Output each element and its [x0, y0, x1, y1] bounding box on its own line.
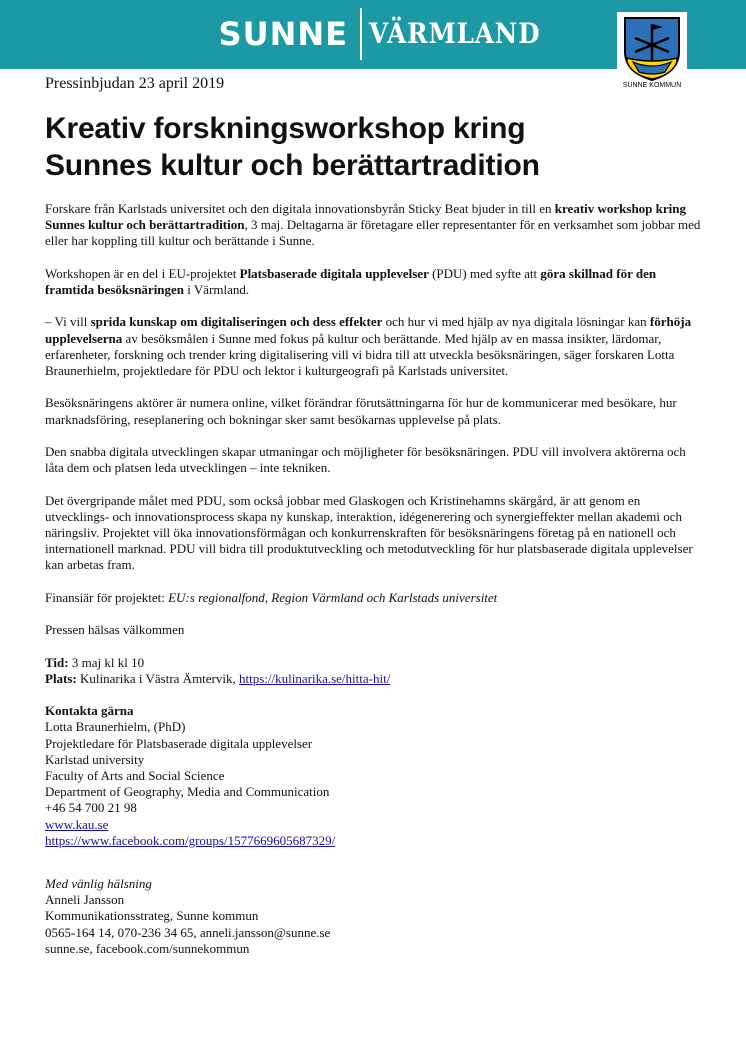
signature-block: [45, 876, 705, 957]
event-details: [45, 655, 705, 687]
paragraph-project: [45, 266, 705, 298]
financier-value: EU:s regionalfond, Region Värmland och Karlstads universitet: [168, 589, 498, 605]
time-label: Tid:: [45, 654, 69, 670]
bold-text: göra skillnad för den framtida besöksnäringen: [45, 265, 657, 297]
bold-text: förhöja upplevelserna: [45, 314, 692, 346]
place-label: Plats:: [45, 670, 77, 686]
contact-line: Department of Geography, Media and Communication: [45, 784, 330, 800]
brand-divider: [360, 8, 362, 60]
title-line-2: Sunnes kultur och berättartradition: [45, 149, 540, 182]
text: (PDU) med syfte att: [428, 265, 541, 281]
bold-text: Platsbaserade digitala upplevelser: [239, 265, 429, 281]
contact-heading: Kontakta gärna: [45, 703, 134, 719]
text: i Värmland.: [184, 282, 250, 297]
bold-text: sprida kunskap om digitaliseringen och dess effekter: [90, 314, 383, 330]
brand-varmland: VÄRMLAND: [369, 17, 541, 50]
welcome-line: Pressen hälsas välkommen: [45, 622, 185, 638]
logo-caption: SUNNE KOMMUN: [622, 82, 682, 89]
contact-line: +46 54 700 21 98: [45, 800, 137, 816]
financier-label: Finansiär för projektet:: [45, 589, 169, 605]
text: Workshopen är en del i EU-projektet: [45, 265, 240, 281]
place-value: Kulinarika i Västra Ämtervik,: [76, 670, 240, 686]
spacer: [45, 849, 705, 876]
text: och hur vi med hjälp av nya digitala lösningar kan: [382, 314, 650, 330]
dateline: Pressinbjudan 23 april 2019: [45, 75, 225, 92]
bold-text: kreativ workshop kring Sunnes kultur och berättartradition: [45, 201, 687, 233]
financier-line: [45, 590, 705, 606]
title-line-1: Kreativ forskningsworkshop kring: [45, 112, 526, 145]
sender-line: Anneli Jansson: [45, 892, 125, 908]
press-release: [45, 74, 705, 957]
regards: Med vänlig hälsning: [45, 875, 152, 891]
contact-line: Faculty of Arts and Social Science: [45, 767, 225, 783]
contact-block: [45, 703, 705, 849]
contact-line: Projektledare för Platsbaserade digitala upplevelser: [45, 735, 313, 751]
facebook-group-link[interactable]: https://www.facebook.com/groups/1577669605687329/: [45, 832, 336, 848]
brand-sunne: SUNNE: [218, 15, 348, 53]
paragraph-goal: Det övergripande målet med PDU, som också jobbar med Glaskogen och Kristinehamns skärgård, är att genom en utvecklings- och innovationsprocess skapa ny kunskap, interaktion, idégenerering och synergieffekter mellan akademi och näringsliv. Projektet vill öka innovationsförmågan och konkurrenskraften för besöksnäringens företag på en nationell och internationell marknad. PDU vill bidra till produktutveckling och metodutveckling för hur platsbaserade digitala upplevelser kan arbetas fram.: [45, 492, 693, 573]
paragraph-online: Besöksnäringens aktörer är numera online, vilket förändrar förutsättningarna för hur de kommunicerar med besökare, hur marknadsföring, reseplanering och bokningar sker samt besökarnas upplevelse på plats.: [45, 395, 677, 427]
paragraph-development: Den snabba digitala utvecklingen skapar utmaningar och möjligheter för besöksnäringen. PDU vill involvera aktörerna och låta dem och platsen leda utvecklingen – inte tekniken.: [45, 443, 686, 476]
contact-line: Lotta Braunerhielm, (PhD): [45, 719, 186, 735]
contact-line: Karlstad university: [45, 751, 145, 767]
text: av besöksmålen i Sunne med fokus på kultur och berättande. Med hjälp av en massa insikter, lärdomar, erfarenheter, forskning och trender kring digitalisering vill vi bidra till att utveckla besöksnäringen, säger forskaren Lotta Braunerhielm, projektledare för PDU och lektor i kulturgeografi på Karlstads universitet.: [45, 330, 675, 378]
sender-line: sunne.se, facebook.com/sunnekommun: [45, 940, 250, 956]
time-value: 3 maj kl kl 10: [68, 654, 145, 670]
paragraph-intro: [45, 201, 705, 250]
kau-link[interactable]: www.kau.se: [45, 816, 109, 832]
coat-of-arms-icon: [617, 12, 687, 82]
place-link[interactable]: https://kulinarika.se/hitta-hit/: [239, 670, 391, 686]
sender-line: Kommunikationsstrateg, Sunne kommun: [45, 908, 259, 924]
paragraph-quote: [45, 314, 705, 379]
text: , 3 maj. Deltagarna är företagare eller representanter för en verksamhet som jobbar med eller har koppling till kultur och berättande i Sunne.: [45, 217, 701, 249]
page-title: [45, 110, 705, 184]
sender-line: 0565-164 14, 070-236 34 65, anneli.jansson@sunne.se: [45, 924, 331, 940]
text: Forskare från Karlstads universitet och den digitala innovationsbyrån Sticky Beat bjuder in till en: [45, 201, 555, 216]
text: – Vi vill: [45, 314, 91, 330]
